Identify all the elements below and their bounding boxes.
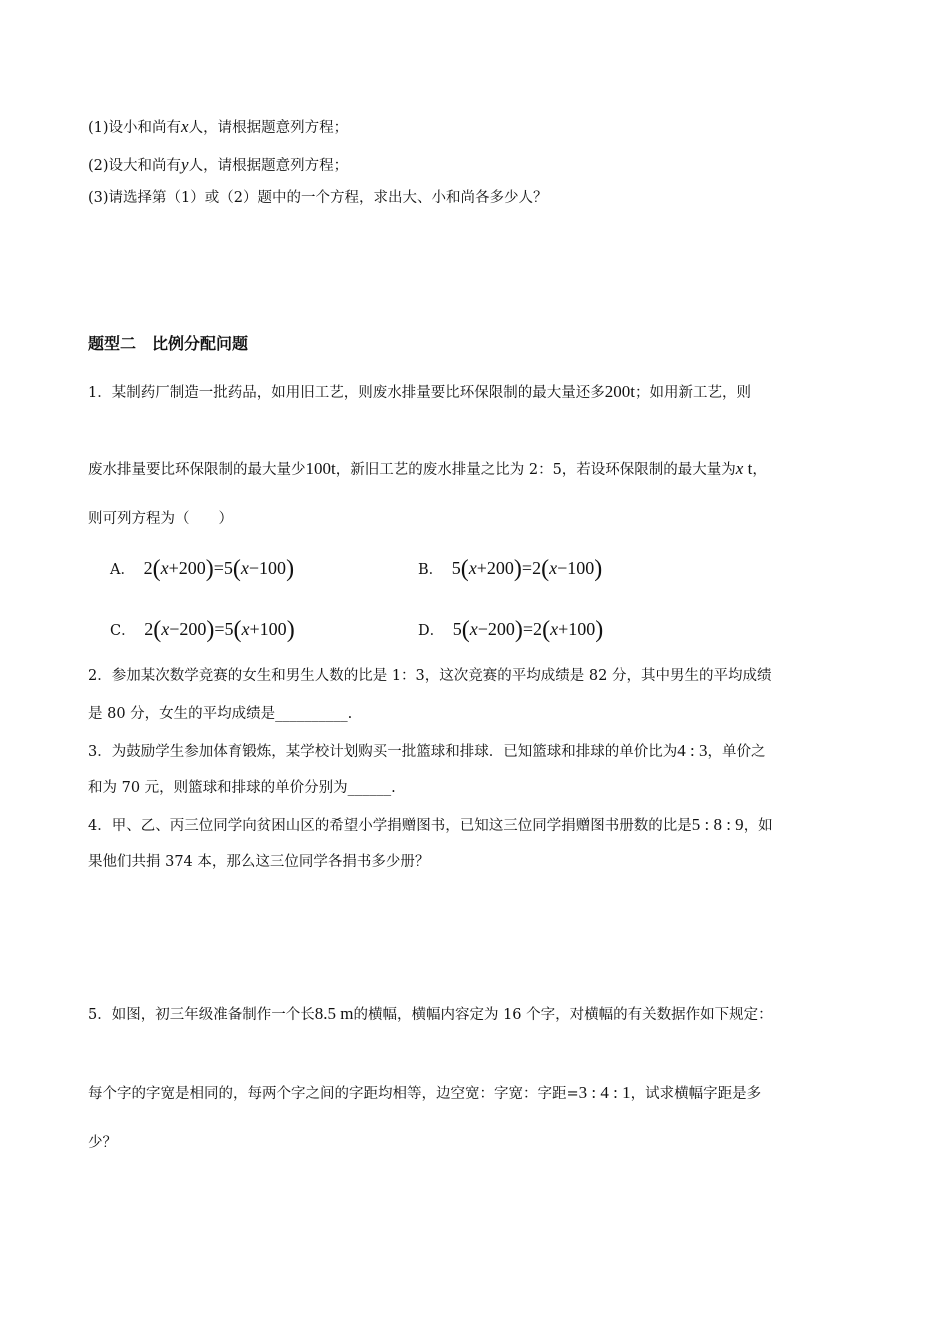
rhs-coef: =5 <box>213 558 233 578</box>
problem-1-text-b: ；如用新工艺，则 <box>634 385 751 401</box>
variable-x: x <box>468 558 477 578</box>
problem-1-math-200t: 200t <box>604 382 635 401</box>
problem-5-text-c: 每个字的字宽是相同的，每两个字之间的字距均相等，边空宽：字宽：字距= <box>88 1086 579 1102</box>
problem-5-text-b: 的横幅，横幅内容定为 16 个字，对横幅的有关数据作如下规定： <box>353 1007 773 1023</box>
term: +100 <box>249 619 287 639</box>
option-a[interactable]: A． 2(x+200)=5(x−100) <box>110 556 295 582</box>
option-c-label: C． <box>110 623 136 639</box>
problem-1-line-1 <box>88 382 751 403</box>
problem-1-text-c: 废水排量要比环保限制的最大量少 <box>88 462 306 478</box>
problem-5-text-a: 5．如图，初三年级准备制作一个长 <box>88 1007 315 1023</box>
question-1-line <box>88 117 348 138</box>
option-b[interactable]: B． 5(x+200)=2(x−100) <box>418 556 603 582</box>
term: +100 <box>558 619 596 639</box>
rhs-coef: =5 <box>214 619 234 639</box>
problem-3-line-1 <box>88 741 765 762</box>
variable-x: x <box>181 117 189 136</box>
problem-5-line-2 <box>88 1083 761 1104</box>
problem-4-text-b: ，如 <box>743 818 773 834</box>
length-8-5m: 8.5 m <box>314 1004 354 1023</box>
coef: 5 <box>452 619 462 639</box>
question-2-end: 人，请根据题意列方程； <box>188 158 349 174</box>
variable-x: x <box>241 619 250 639</box>
problem-4-text-a: 4．甲、乙、丙三位同学向贫困山区的希望小学捐赠图书，已知这三位同学捐赠图书册数的比是 <box>88 818 692 834</box>
problem-5-line-3: 少？ <box>88 1135 117 1151</box>
variable-y: y <box>181 155 189 174</box>
problem-1-math-100t: 100t <box>305 459 336 478</box>
variable-x: x <box>469 619 478 639</box>
variable-x: x <box>550 619 559 639</box>
problem-5-line-1 <box>88 1004 773 1025</box>
problem-3-text-a: 3．为鼓励学生参加体育锻炼，某学校计划购买一批篮球和排球．已知篮球和排球的单价比为 <box>88 744 678 760</box>
problem-3-text-b: ，单价之 <box>707 744 766 760</box>
option-b-label: B． <box>418 562 444 578</box>
rhs-coef: =2 <box>522 619 543 639</box>
variable-x: x <box>160 558 169 578</box>
problem-2-line-2: 是 80 分，女生的平均成绩是__________. <box>88 706 353 722</box>
problem-1-line-2 <box>88 459 767 480</box>
unit-t: t <box>743 459 753 478</box>
question-1-text: (1)设小和尚有 <box>88 120 182 136</box>
term: −100 <box>248 558 287 578</box>
section-title: 题型二 比例分配问题 <box>88 334 249 353</box>
ratio-5-8-9: 5 : 8 : 9 <box>691 815 744 834</box>
option-a-label: A． <box>110 562 135 578</box>
term: +200 <box>476 558 514 578</box>
term: −200 <box>477 619 515 639</box>
option-d[interactable]: D． 5(x−200)=2(x+100) <box>418 617 604 643</box>
question-3-text: (3)请选择第（1）或（2）题中的一个方程，求出大、小和尚各多少人？ <box>88 190 548 206</box>
coef: 2 <box>144 619 154 639</box>
term: −100 <box>557 558 595 578</box>
problem-1-line-3: 则可列方程为（ ） <box>88 511 233 527</box>
problem-1-text-e: ， <box>752 462 767 478</box>
problem-1-text-a: 1．某制药厂制造一批药品，如用旧工艺，则废水排量要比环保限制的最大量还多 <box>88 385 605 401</box>
variable-x: x <box>735 459 744 478</box>
rhs-coef: =2 <box>521 558 542 578</box>
question-1-end: 人，请根据题意列方程； <box>188 120 349 136</box>
variable-x: x <box>549 558 558 578</box>
variable-x: x <box>161 619 170 639</box>
coef: 2 <box>143 558 153 578</box>
coef: 5 <box>451 558 461 578</box>
problem-4-line-1 <box>88 815 773 836</box>
problem-3-line-2: 和为 70 元，则篮球和排球的单价分别为______. <box>88 780 396 796</box>
option-c[interactable]: C． 2(x−200)=5(x+100) <box>110 617 295 643</box>
term: −200 <box>169 619 207 639</box>
problem-5-text-d: ，试求横幅字距是多 <box>630 1086 762 1102</box>
ratio-3-4-1: 3 : 4 : 1 <box>578 1083 631 1102</box>
ratio-4-3: 4 : 3 <box>677 741 708 760</box>
problem-1-text-d: ，新旧工艺的废水排量之比为 2：5，若设环保限制的最大量为 <box>335 462 736 478</box>
question-3-line <box>88 188 548 208</box>
problem-2-line-1: 2．参加某次数学竞赛的女生和男生人数的比是 1：3，这次竞赛的平均成绩是 82 分，其中男生的平均成绩 <box>88 668 772 684</box>
problem-4-line-2: 果他们共捐 374 本，那么这三位同学各捐书多少册？ <box>88 854 430 870</box>
variable-x: x <box>240 558 249 578</box>
term: +200 <box>168 558 206 578</box>
option-d-label: D． <box>418 623 445 639</box>
question-2-text: (2)设大和尚有 <box>88 158 182 174</box>
question-2-line <box>88 155 348 176</box>
